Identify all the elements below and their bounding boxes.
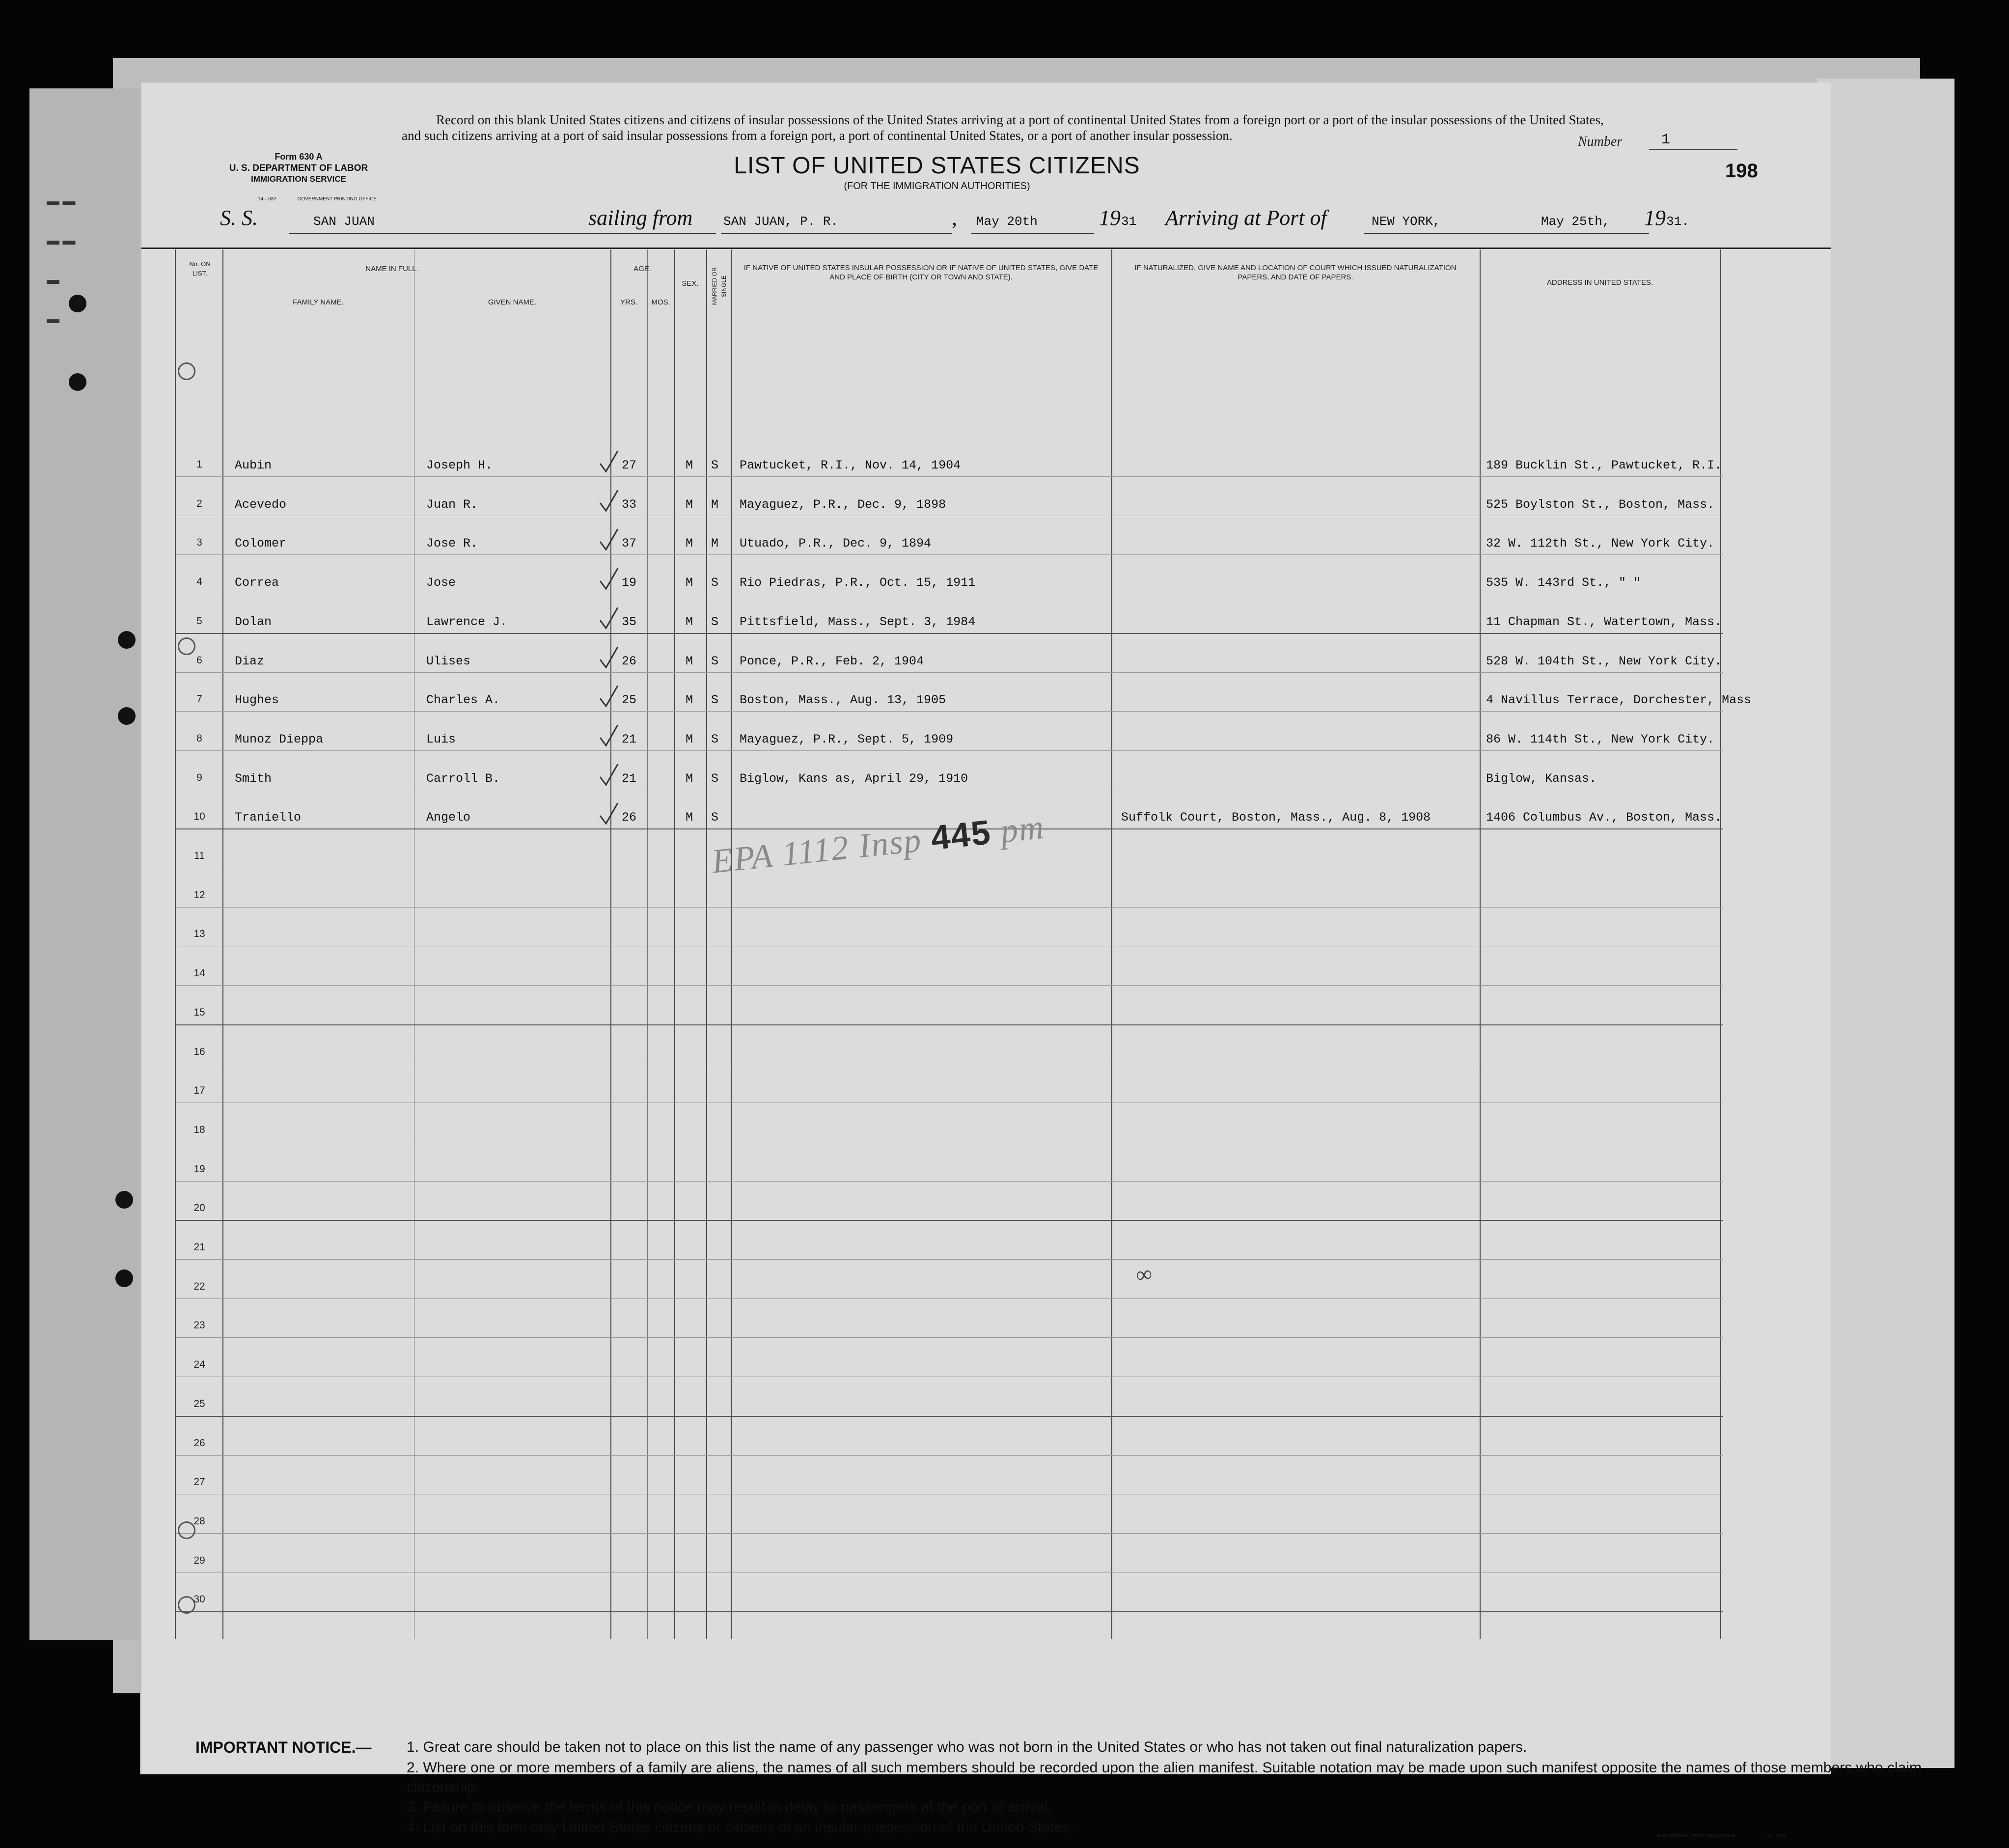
cell-age: 33: [622, 497, 637, 512]
row-number: 7: [196, 693, 202, 705]
cell-given: Angelo: [426, 810, 471, 825]
cell-ms: S: [711, 654, 719, 668]
ship-name: SAN JUAN: [313, 214, 375, 229]
departure-date-underline: [971, 233, 1094, 234]
cell-addr: Biglow, Kansas.: [1486, 771, 1597, 786]
col-divider: [731, 249, 732, 1639]
cell-family: Smith: [235, 771, 272, 786]
col-header-birth: IF NATIVE OF UNITED STATES INSULAR POSSESSION OR IF NATIVE OF UNITED STATES, GIVE DATE AND PLACE OF BIRTH (CITY OR TOWN AND STATE).: [743, 264, 1099, 281]
notice-lead: IMPORTANT NOTICE.—: [195, 1738, 372, 1756]
table-row-rule: [176, 1024, 1723, 1025]
passenger-table: [141, 249, 1831, 1639]
col-header-address: ADDRESS IN UNITED STATES.: [1546, 278, 1653, 287]
checkmark-icon: [598, 684, 620, 711]
table-row-rule: [176, 476, 1723, 477]
table-row-rule: [176, 1611, 1723, 1612]
binder-hole: [118, 631, 136, 649]
cell-addr: 525 Boylston St., Boston, Mass.: [1486, 497, 1715, 512]
cell-birth: Pawtucket, R.I., Nov. 14, 1904: [740, 458, 961, 472]
arrive-year-prefix: 19: [1644, 206, 1666, 230]
row-number: 14: [193, 967, 205, 979]
row-number: 21: [193, 1241, 205, 1253]
cell-ms: M: [711, 536, 719, 551]
cell-ms: M: [711, 497, 719, 512]
row-number: 8: [196, 732, 202, 744]
binder-hole: [69, 295, 86, 312]
row-number: 13: [193, 928, 205, 940]
cell-age: 37: [622, 536, 637, 551]
row-number: 25: [193, 1398, 205, 1409]
row-number: 16: [193, 1046, 205, 1057]
row-number: 24: [193, 1359, 205, 1371]
row-number: 27: [193, 1476, 205, 1488]
cell-given: Joseph H.: [426, 458, 493, 472]
notice-item-2: 2. Where one or more members of a family are aliens, the names of all such members should be recorded upon the alien manifest. Suitable notation may be made upon such manifest opposite the names of those members who claim citizenship.: [407, 1760, 1922, 1795]
row-number: 19: [193, 1163, 205, 1175]
cell-family: Dolan: [235, 614, 272, 629]
cell-ms: S: [711, 576, 719, 590]
cell-age: 26: [622, 654, 637, 668]
table-row-rule: [176, 1416, 1723, 1417]
footer-printing-office: [1656, 1833, 1815, 1839]
table-row-rule: [176, 1220, 1723, 1221]
cell-sex: M: [686, 536, 693, 551]
row-number: 26: [193, 1437, 205, 1449]
cell-sex: M: [686, 576, 693, 590]
checkmark-icon: [598, 645, 620, 672]
arriving-label: Arriving at Port of: [1165, 206, 1327, 230]
checkmark-icon: [598, 762, 620, 790]
manifest-page: [140, 83, 1922, 1839]
checkmark-icon: [598, 488, 620, 516]
cell-given: Ulises: [426, 654, 471, 668]
annotation-suffix: pm: [998, 808, 1046, 851]
row-number: 28: [193, 1515, 205, 1527]
col-header-no: No. ON LIST.: [189, 260, 211, 277]
cell-family: Hughes: [235, 693, 279, 708]
row-number: 1: [196, 459, 202, 470]
col-header-naturalized: IF NATURALIZED, GIVE NAME AND LOCATION OF COURT WHICH ISSUED NATURALIZATION PAPERS, AND DATE OF PAPERS.: [1134, 264, 1457, 281]
row-number: 2: [196, 497, 202, 509]
cell-family: Munoz Dieppa: [235, 732, 324, 746]
arrival-date: May 25th,: [1541, 214, 1610, 229]
cell-addr: 32 W. 112th St., New York City.: [1486, 536, 1715, 551]
checkmark-icon: [598, 449, 620, 476]
form-printing-office: GOVERNMENT PRINTING OFFICE: [297, 196, 377, 202]
cell-sex: M: [686, 654, 693, 668]
cell-age: 25: [622, 693, 637, 708]
sailing-label: sailing from: [588, 206, 693, 230]
cell-birth: Mayaguez, P.R., Sept. 5, 1909: [740, 732, 954, 746]
table-row-rule: [176, 1533, 1723, 1534]
table-row-rule: [176, 985, 1723, 986]
record-instructions: Record on this blank United States citizens and citizens of insular possessions of the United States arriving at a port of continental United States from a foreign port or a port of the insular possessions of the United States, and such citizens arriving at a port of said insular possessions from a foreign port, a port of continental United States, or a port of another insular possession.: [402, 112, 1604, 143]
cell-family: Traniello: [235, 810, 302, 825]
form-code-left: 14—637: [258, 196, 276, 202]
arrival-year: 31.: [1666, 214, 1689, 229]
binder-hole-ring: [178, 1596, 195, 1614]
table-row-rule: [176, 672, 1723, 673]
cell-age: 21: [622, 771, 637, 786]
row-number: 4: [196, 576, 202, 588]
cell-family: Colomer: [235, 536, 287, 551]
row-number: 18: [193, 1124, 205, 1135]
binder-hole: [115, 1269, 133, 1287]
form-number: Form 630 A: [275, 152, 323, 162]
col-divider: [706, 249, 707, 1639]
cell-sex: M: [686, 732, 693, 746]
table-row-rule: [176, 1181, 1723, 1182]
cell-given: Juan R.: [426, 497, 478, 512]
col-header-sex: SEX.: [682, 279, 699, 288]
table-row-rule: [176, 711, 1723, 712]
cell-age: 19: [622, 576, 637, 590]
ship-underline: [289, 233, 716, 234]
table-row-rule: [176, 1337, 1723, 1338]
col-divider: [1480, 249, 1481, 1639]
col-header-age: AGE.: [633, 265, 651, 273]
cell-given: Lawrence J.: [426, 614, 508, 629]
number-label: Number: [1578, 134, 1623, 149]
table-row-rule: [176, 1298, 1723, 1299]
header-rule: [141, 248, 1831, 249]
handwritten-mark: ∞: [1134, 1260, 1154, 1288]
notice-item-1: 1. Great care should be taken not to place on this list the name of any passenger who was not born in the United States or who has not taken out final naturalization papers.: [407, 1739, 1527, 1755]
table-row-rule: [176, 633, 1723, 634]
ss-label: S. S.: [220, 206, 258, 230]
cell-given: Carroll B.: [426, 771, 500, 786]
page-subtitle: (FOR THE IMMIGRATION AUTHORITIES): [844, 181, 1030, 192]
cell-family: Acevedo: [235, 497, 287, 512]
checkmark-icon: [598, 527, 620, 554]
form-identifier: [210, 151, 387, 185]
col-header-family: FAMILY NAME.: [293, 298, 344, 306]
departure-underline: [721, 233, 952, 234]
row-number: 10: [193, 811, 205, 823]
form-codes: [258, 196, 396, 202]
row-number: 11: [194, 850, 205, 861]
cell-birth: Boston, Mass., Aug. 13, 1905: [740, 693, 946, 708]
departure-date: May 20th: [976, 214, 1038, 229]
table-row-rule: [176, 1572, 1723, 1573]
cell-age: 35: [622, 614, 637, 629]
cell-given: Jose: [426, 576, 456, 590]
row-number: 22: [193, 1280, 205, 1292]
form-service: IMMIGRATION SERVICE: [251, 174, 346, 184]
cell-sex: M: [686, 614, 693, 629]
arrival-port: NEW YORK,: [1372, 214, 1441, 229]
notice-item-4: 4. List on this form only United States citizens or citizens of an insular possession of the United States.: [407, 1820, 1074, 1836]
row-number: 29: [193, 1554, 205, 1566]
row-number: 17: [193, 1085, 205, 1097]
col-divider: [674, 249, 675, 1639]
col-header-name: NAME IN FULL.: [365, 265, 418, 273]
depart-year-prefix: 19: [1099, 206, 1121, 230]
cell-nat: Suffolk Court, Boston, Mass., Aug. 8, 1908: [1121, 810, 1431, 825]
row-number: 20: [193, 1202, 205, 1214]
row-number: 15: [193, 1006, 205, 1018]
col-divider: [1111, 249, 1112, 1639]
number-underline: [1649, 149, 1737, 150]
cell-addr: 528 W. 104th St., New York City.: [1486, 654, 1722, 668]
cell-addr: 86 W. 114th St., New York City.: [1486, 732, 1715, 746]
back-sheet-right: [1817, 79, 1954, 1768]
binder-hole: [118, 707, 136, 725]
cell-ms: S: [711, 810, 719, 825]
cell-family: Diaz: [235, 654, 265, 668]
page-title: LIST OF UNITED STATES CITIZENS: [734, 153, 1140, 179]
col-divider: [175, 249, 176, 1639]
table-row-rule: [176, 1455, 1723, 1456]
row-number: 3: [196, 537, 202, 549]
checkmark-icon: [598, 606, 620, 633]
table-row-rule: [176, 554, 1723, 555]
table-row-rule: [176, 1259, 1723, 1260]
binder-hole: [69, 373, 86, 391]
cell-birth: Utuado, P.R., Dec. 9, 1894: [740, 536, 932, 551]
binder-hole: [115, 1191, 133, 1209]
col-header-married: MARRIED OR SINGLE: [711, 267, 727, 305]
cell-sex: M: [686, 810, 693, 825]
table-row-rule: [176, 907, 1723, 908]
cell-age: 26: [622, 810, 637, 825]
cell-birth: Biglow, Kans as, April 29, 1910: [740, 771, 968, 786]
annotation-text: EPA 1112 Insp: [710, 821, 924, 881]
col-divider: [647, 249, 648, 1639]
form-department: U. S. DEPARTMENT OF LABOR: [229, 163, 368, 173]
checkmark-icon: [598, 801, 620, 828]
footer-gpo-text: GOVERNMENT PRINTING OFFICE: [1656, 1833, 1736, 1839]
comma-1: ,: [952, 206, 957, 230]
cell-birth: Mayaguez, P.R., Dec. 9, 1898: [740, 497, 946, 512]
page-stamp-number: 198: [1725, 160, 1758, 182]
cell-addr: 1406 Columbus Av., Boston, Mass.: [1486, 810, 1722, 825]
row-number: 23: [193, 1320, 205, 1331]
cell-family: Correa: [235, 576, 279, 590]
cell-birth: Ponce, P.R., Feb. 2, 1904: [740, 654, 924, 668]
col-header-given: GIVEN NAME.: [488, 298, 537, 306]
col-header-yrs: YRS.: [620, 298, 637, 306]
checkmark-icon: [598, 723, 620, 750]
cell-ms: S: [711, 614, 719, 629]
cell-sex: M: [686, 771, 693, 786]
cell-given: Charles A.: [426, 693, 500, 708]
cell-age: 21: [622, 732, 637, 746]
row-number: 5: [196, 615, 202, 627]
binder-hole-ring: [178, 1521, 195, 1539]
cell-sex: M: [686, 458, 693, 472]
cell-addr: 535 W. 143rd St., " ": [1486, 576, 1641, 590]
cell-addr: 4 Navillus Terrace, Dorchester, Mass: [1486, 693, 1752, 708]
cell-addr: 11 Chapman St., Watertown, Mass.: [1486, 614, 1722, 629]
cell-birth: Pittsfield, Mass., Sept. 3, 1984: [740, 614, 976, 629]
binder-hole-ring: [178, 637, 195, 655]
cell-ms: S: [711, 771, 719, 786]
cell-ms: S: [711, 693, 719, 708]
notice-item-3: 3. Failure to observe the terms of this notice may result in delay to passengers at the port of arrival.: [407, 1799, 1052, 1815]
cell-age: 27: [622, 458, 637, 472]
row-number: 30: [193, 1594, 205, 1605]
cell-addr: 189 Bucklin St., Pawtucket, R.I.: [1486, 458, 1722, 472]
departure-year: 31: [1121, 214, 1137, 229]
cell-given: Luis: [426, 732, 456, 746]
cell-ms: S: [711, 458, 719, 472]
checkmark-icon: [598, 566, 620, 594]
cell-family: Aubin: [235, 458, 272, 472]
table-row-rule: [176, 750, 1723, 751]
cell-given: Jose R.: [426, 536, 478, 551]
edge-stub-text: ▬ ▬ ▬ ▬ ▬ ▬: [47, 194, 76, 326]
number-value: 1: [1661, 132, 1671, 148]
departure-port: SAN JUAN, P. R.: [723, 214, 839, 229]
footer-gpo-code: 14—314: [1766, 1833, 1786, 1839]
row-number: 12: [193, 889, 205, 901]
col-header-mos: MOS.: [651, 298, 670, 306]
arrival-date-underline: [1526, 233, 1649, 234]
col-divider: [222, 249, 223, 1639]
cell-sex: M: [686, 693, 693, 708]
cell-birth: Rio Piedras, P.R., Oct. 15, 1911: [740, 576, 976, 590]
binder-hole-ring: [178, 362, 195, 380]
annotation-time: 445: [929, 813, 993, 857]
row-number: 9: [196, 772, 202, 783]
row-number: 6: [196, 654, 202, 666]
cell-sex: M: [686, 497, 693, 512]
cell-ms: S: [711, 732, 719, 746]
